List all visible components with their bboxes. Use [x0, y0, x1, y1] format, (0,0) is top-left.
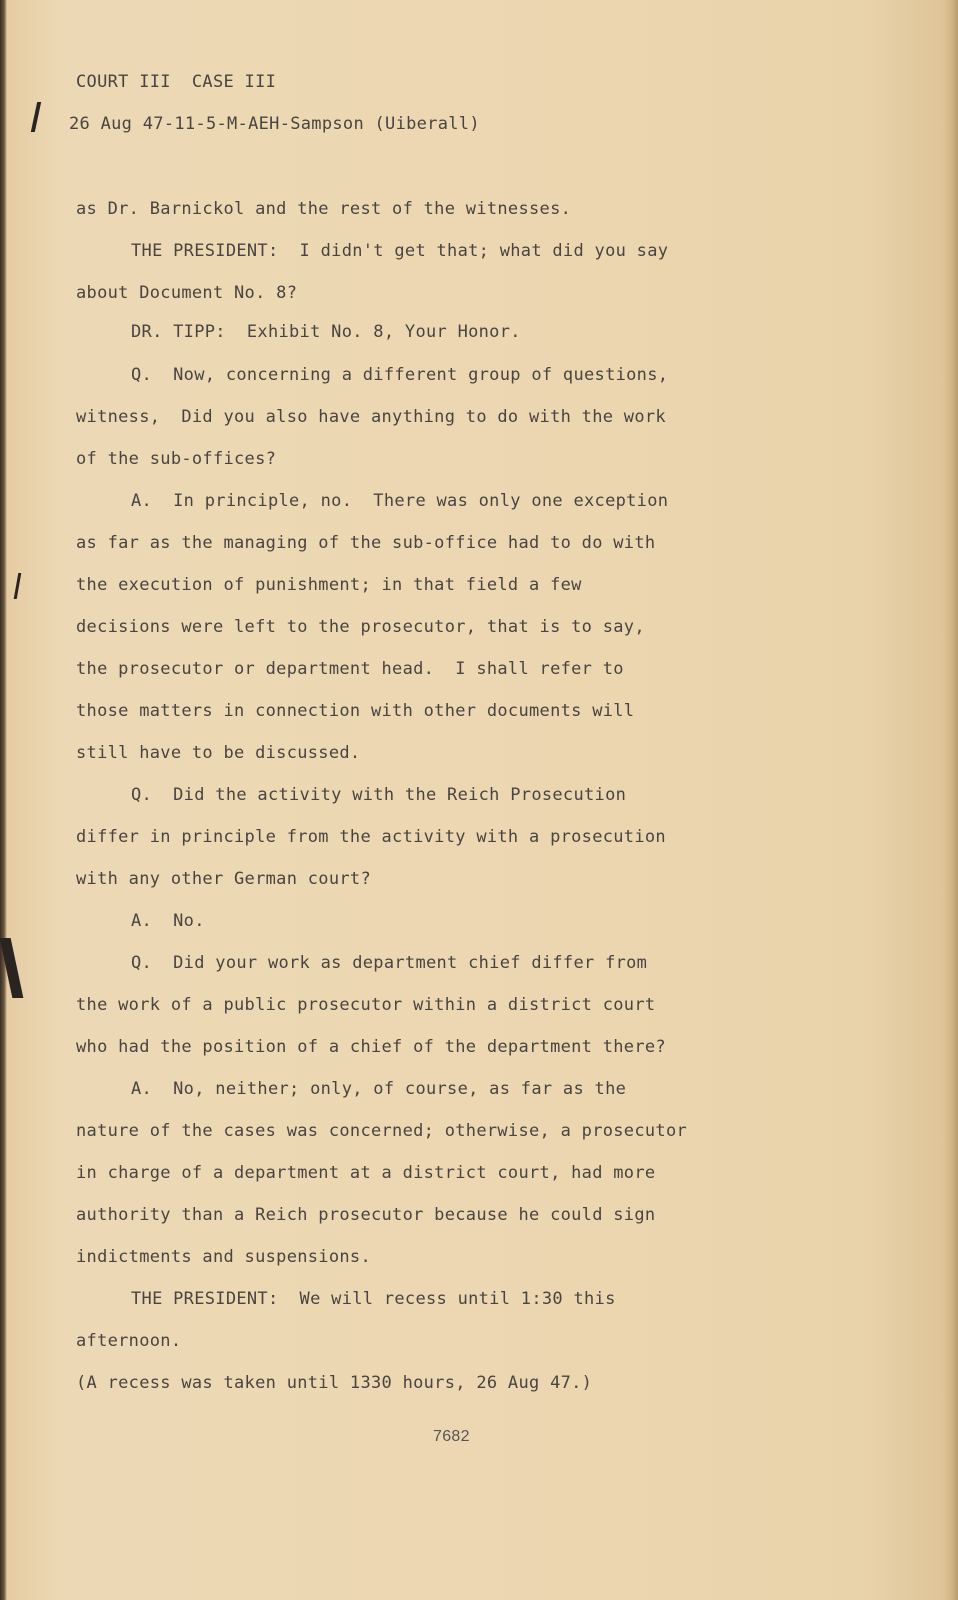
body-line: Q. Now, concerning a different group of questions,: [131, 365, 669, 385]
body-line: who had the position of a chief of the department there?: [76, 1037, 666, 1057]
body-line: decisions were left to the prosecutor, that is to say,: [76, 617, 645, 637]
body-line: nature of the cases was concerned; otherwise, a prosecutor: [76, 1121, 688, 1141]
body-line: of the sub-offices?: [76, 449, 277, 469]
body-line: DR. TIPP: Exhibit No. 8, Your Honor.: [131, 322, 521, 342]
body-line: the prosecutor or department head. I shall refer to: [76, 659, 624, 679]
body-line: as Dr. Barnickol and the rest of the witnesses.: [76, 199, 572, 219]
body-line: THE PRESIDENT: I didn't get that; what did you say: [131, 241, 669, 261]
body-line: indictments and suspensions.: [76, 1247, 371, 1267]
body-line: those matters in connection with other documents will: [76, 701, 635, 721]
body-line: afternoon.: [76, 1331, 182, 1351]
body-line: the execution of punishment; in that field a few: [76, 575, 582, 595]
body-line: Q. Did your work as department chief differ from: [131, 953, 648, 973]
body-line: authority than a Reich prosecutor because he could sign: [76, 1205, 656, 1225]
body-line: with any other German court?: [76, 869, 371, 889]
body-line: A. No.: [131, 911, 205, 931]
body-line: in charge of a department at a district court, had more: [76, 1163, 656, 1183]
body-line: (A recess was taken until 1330 hours, 26 Aug 47.): [76, 1373, 593, 1393]
body-line: Q. Did the activity with the Reich Prosecution: [131, 785, 627, 805]
body-line: the work of a public prosecutor within a district court: [76, 995, 656, 1015]
body-line: about Document No. 8?: [76, 283, 298, 303]
body-line: differ in principle from the activity with a prosecution: [76, 827, 666, 847]
page-number: 7682: [433, 1428, 470, 1445]
session-line: 26 Aug 47-11-5-M-AEH-Sampson (Uiberall): [69, 114, 480, 134]
body-line: A. In principle, no. There was only one exception: [131, 491, 669, 511]
court-case-heading: COURT III CASE III: [76, 72, 277, 92]
body-line: A. No, neither; only, of course, as far as the: [131, 1079, 627, 1099]
body-line: THE PRESIDENT: We will recess until 1:30 this: [131, 1289, 616, 1309]
page-right-edge: [944, 0, 958, 1600]
body-line: witness, Did you also have anything to do with the work: [76, 407, 666, 427]
body-line: as far as the managing of the sub-office had to do with: [76, 533, 656, 553]
body-line: still have to be discussed.: [76, 743, 361, 763]
